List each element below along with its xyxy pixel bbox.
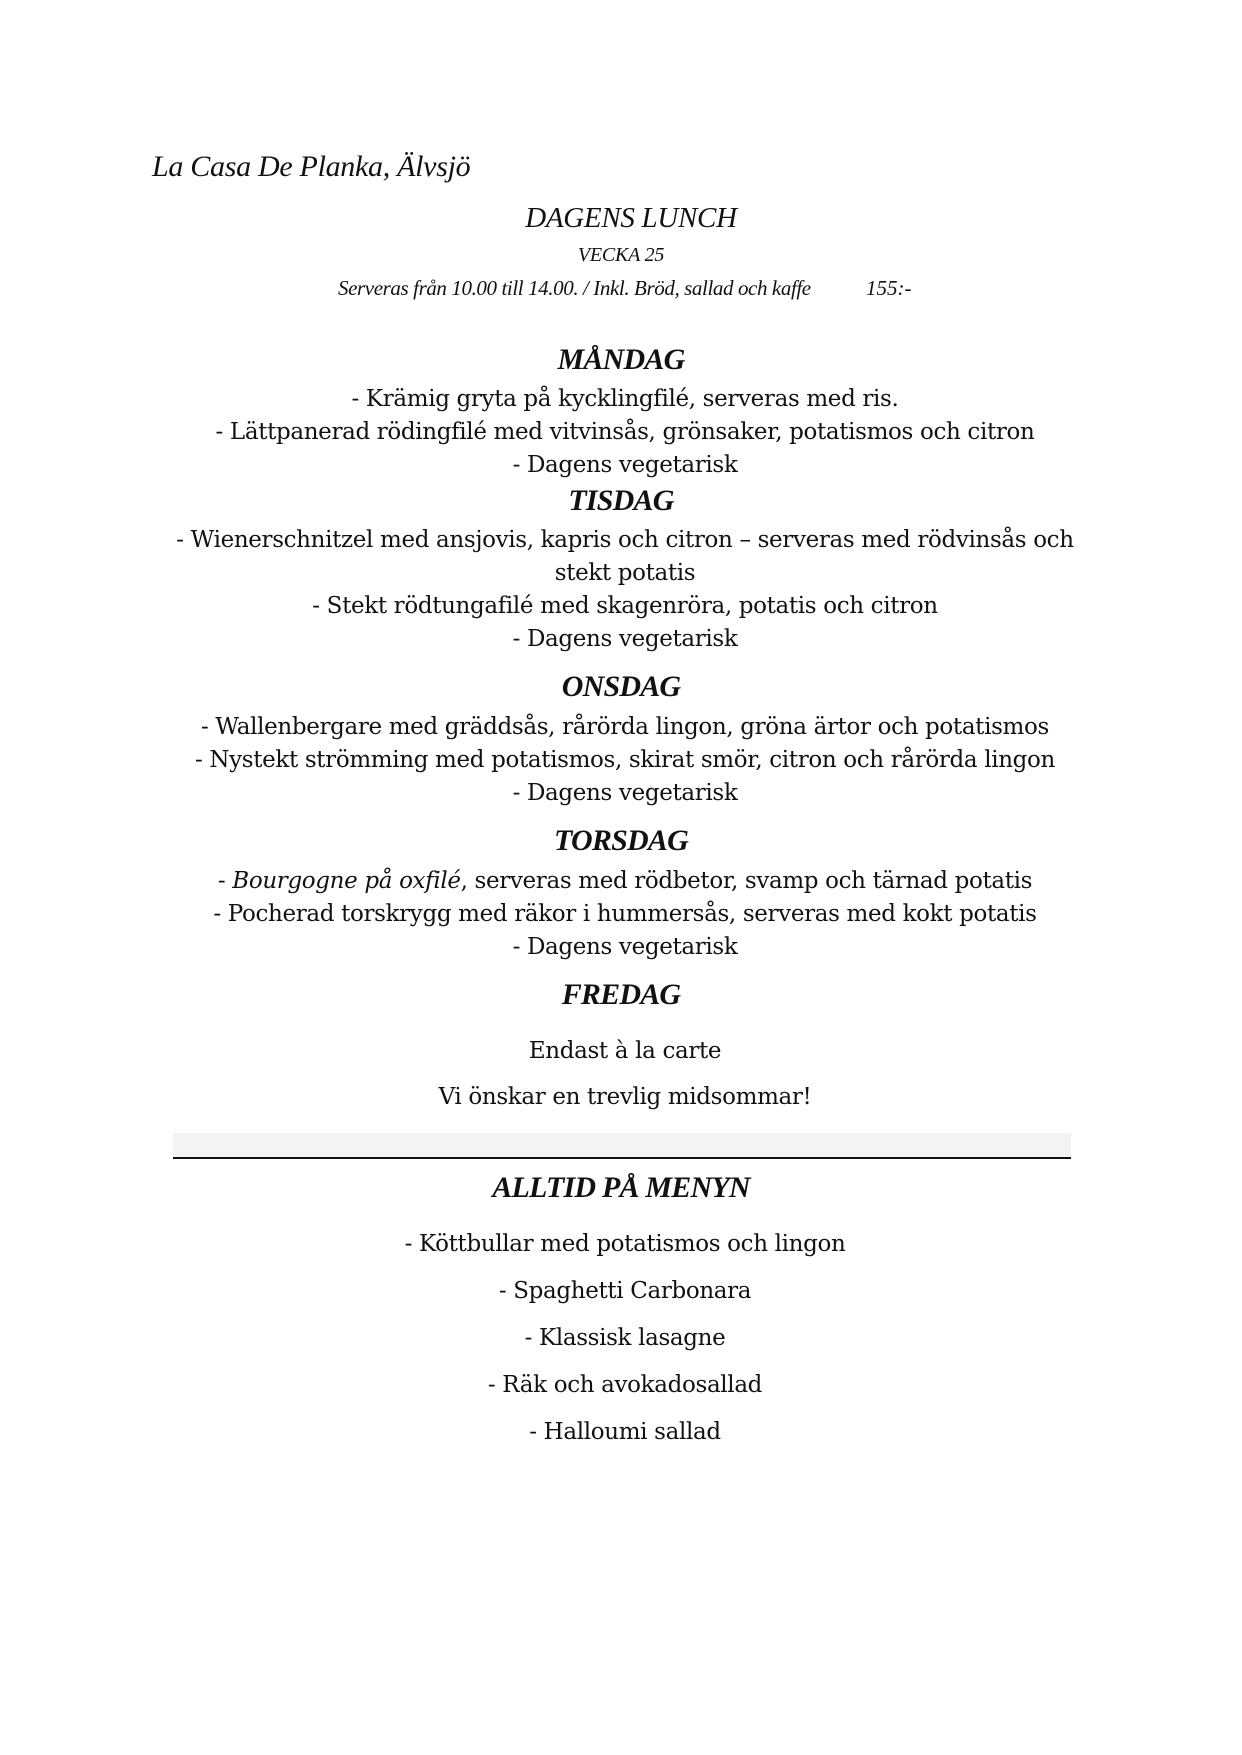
item-description: , serveras med rödbetor, svamp och tärnad potatis bbox=[460, 868, 1033, 894]
menu-item: - Halloumi sallad bbox=[529, 1419, 721, 1445]
divider-band bbox=[173, 1133, 1071, 1157]
menu-item: - Stekt rödtungafilé med skagenröra, potatis och citron bbox=[312, 593, 938, 619]
menu-item bbox=[170, 865, 1080, 898]
menu-item: - Köttbullar med potatismos och lingon bbox=[404, 1231, 846, 1257]
menu-item: - Pocherad torskrygg med räkor i hummersås, serveras med kokt potatis bbox=[213, 901, 1037, 927]
menu-item: - Wienerschnitzel med ansjovis, kapris och citron – serveras med rödvinsås och stekt potatis bbox=[176, 527, 1074, 586]
day-heading-wednesday: ONSDAG bbox=[561, 670, 681, 703]
lunch-price: 155:- bbox=[866, 276, 912, 300]
menu-item: - Dagens vegetarisk bbox=[512, 452, 738, 478]
menu-item: - Dagens vegetarisk bbox=[512, 934, 738, 960]
item-dish-name: Bourgogne på oxfilé bbox=[232, 868, 461, 894]
serving-info: Serveras från 10.00 till 14.00. / Inkl. Bröd, sallad och kaffe bbox=[338, 276, 811, 300]
week-label: VECKA 25 bbox=[577, 244, 665, 266]
page-title: DAGENS LUNCH bbox=[525, 202, 737, 234]
day-heading-thursday: TORSDAG bbox=[554, 824, 688, 857]
menu-item: Vi önskar en trevlig midsommar! bbox=[438, 1084, 812, 1110]
menu-item: - Klassisk lasagne bbox=[524, 1325, 726, 1351]
menu-item: - Nystekt strömming med potatismos, skirat smör, citron och rårörda lingon bbox=[194, 747, 1056, 773]
menu-item: - Krämig gryta på kycklingfilé, serveras med ris. bbox=[351, 386, 899, 412]
section-divider bbox=[173, 1157, 1071, 1159]
menu-item: Endast à la carte bbox=[528, 1038, 722, 1064]
day-heading-friday: FREDAG bbox=[561, 978, 681, 1011]
restaurant-name: La Casa De Planka, Älvsjö bbox=[152, 150, 471, 183]
day-heading-monday: MÅNDAG bbox=[557, 343, 685, 376]
menu-item: - Dagens vegetarisk bbox=[512, 626, 738, 652]
menu-item: - Dagens vegetarisk bbox=[512, 780, 738, 806]
always-on-menu-heading: ALLTID PÅ MENYN bbox=[492, 1171, 750, 1204]
menu-item: - Räk och avokadosallad bbox=[487, 1372, 763, 1398]
menu-item: - Lättpanerad rödingfilé med vitvinsås, grönsaker, potatismos och citron bbox=[215, 419, 1035, 445]
item-dash: - bbox=[217, 868, 233, 894]
day-heading-tuesday: TISDAG bbox=[568, 484, 674, 517]
menu-item: - Spaghetti Carbonara bbox=[498, 1278, 752, 1304]
menu-item: - Wallenbergare med gräddsås, rårörda lingon, gröna ärtor och potatismos bbox=[201, 714, 1049, 740]
